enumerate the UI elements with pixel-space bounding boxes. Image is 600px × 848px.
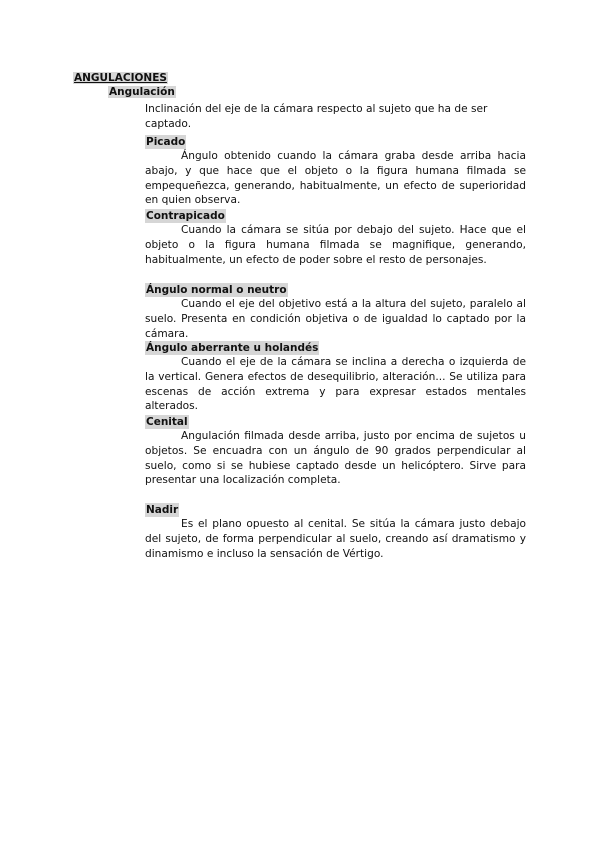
section-heading: Contrapicado: [146, 210, 225, 222]
section-text: Cuando la cámara se sitúa por debajo del sujeto. Hace que el objeto o la figura humana filmada se magnifique, generando, habitualmente, un efecto de poder sobre el resto de personajes.: [145, 224, 526, 266]
section-text: Es el plano opuesto al cenital. Se sitúa la cámara justo debajo del sujeto, de forma perpendicular al suelo, creando así dramatismo y dinamismo e incluso la sensación de Vértigo.: [145, 518, 526, 560]
document-title: ANGULACIONES: [74, 72, 167, 84]
section-angulo-holandes: [145, 336, 526, 414]
section-cenital: [145, 410, 526, 488]
intro-paragraph: Inclinación del eje de la cámara respecto al sujeto que ha de ser captado.: [145, 103, 488, 130]
section-heading: Cenital: [146, 416, 188, 428]
section-angulo-normal: [145, 278, 526, 341]
section-heading: Picado: [146, 136, 186, 148]
section-heading: Ángulo normal o neutro: [146, 284, 287, 296]
section-heading: Ángulo aberrante u holandés: [146, 342, 319, 354]
document-subtitle: Angulación: [109, 86, 175, 98]
section-nadir: [145, 498, 526, 561]
section-text: Cuando el eje de la cámara se inclina a derecha o izquierda de la vertical. Genera efectos de desequilibrio, alteración... Se utiliza para escenas de acción extrema y para expresar estados mentales alterados.: [145, 356, 526, 413]
section-text: Angulación filmada desde arriba, justo por encima de sujetos u objetos. Se encuadra con un ángulo de 90 grados perpendicular al suelo, como si se hubiese captado desde un helicóptero. Sirve para presentar una localización completa.: [145, 430, 526, 487]
section-heading: Nadir: [146, 504, 179, 516]
section-picado: [145, 130, 526, 208]
section-contrapicado: [145, 204, 526, 267]
section-text: Cuando el eje del objetivo está a la altura del sujeto, paralelo al suelo. Presenta en condición objetiva o de igualdad lo captado por la cámara.: [145, 298, 526, 340]
section-text: Ángulo obtenido cuando la cámara graba desde arriba hacia abajo, y que hace que el objeto o la figura humana filmada se empequeñezca, generando, habitualmente, un efecto de superioridad en quien observa.: [145, 150, 526, 207]
